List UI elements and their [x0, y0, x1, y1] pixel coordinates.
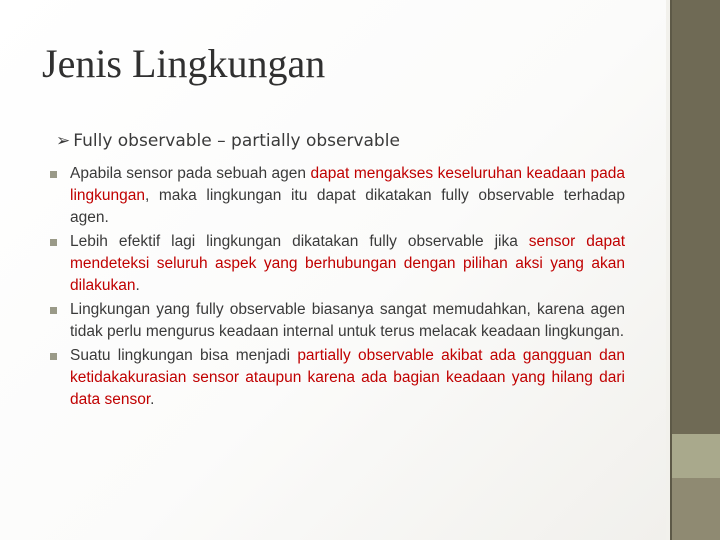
subheading-text: Fully observable – partially observable — [73, 131, 400, 151]
bullet-text: . — [135, 277, 140, 294]
bullet-highlight: partially observable akibat ada gangguan dan ketidakakurasian sensor ataupun karena ada bagian keadaan yang hilang dari data sensor — [70, 347, 625, 408]
square-bullet-icon — [50, 307, 57, 314]
bullet-text: Apabila sensor pada sebuah agen — [70, 165, 311, 182]
subheading — [56, 131, 400, 151]
arrow-bullet-icon: ➢ — [56, 131, 71, 151]
bullet-item — [50, 163, 625, 229]
slide-title: Jenis Lingkungan — [42, 41, 326, 86]
bullet-list — [50, 163, 625, 413]
bullet-text: Lingkungan yang fully observable biasanya sangat memudahkan, karena agen tidak perlu mengurus keadaan internal untuk terus melacak keadaan lingkungan. — [70, 301, 625, 340]
sidebar-accent-block — [672, 434, 720, 478]
bullet-item — [50, 345, 625, 411]
bullet-text: Suatu lingkungan bisa menjadi — [70, 347, 298, 364]
bullet-highlight: dapat mengakses keseluruhan keadaan pada lingkungan — [70, 165, 625, 204]
square-bullet-icon — [50, 171, 57, 178]
bullet-text: Lebih efektif lagi lingkungan dikatakan fully observable jika — [70, 233, 529, 250]
bullet-highlight: sensor dapat mendeteksi seluruh aspek yang berhubungan dengan pilihan aksi yang akan dilakukan — [70, 233, 625, 294]
square-bullet-icon — [50, 353, 57, 360]
bullet-text: , maka lingkungan itu dapat dikatakan fully observable terhadap agen. — [70, 187, 625, 226]
sidebar-accent-block — [672, 478, 720, 540]
square-bullet-icon — [50, 239, 57, 246]
decorative-sidebar — [666, 0, 720, 540]
bullet-item — [50, 231, 625, 297]
bullet-text: . — [150, 391, 155, 408]
bullet-item — [50, 299, 625, 343]
